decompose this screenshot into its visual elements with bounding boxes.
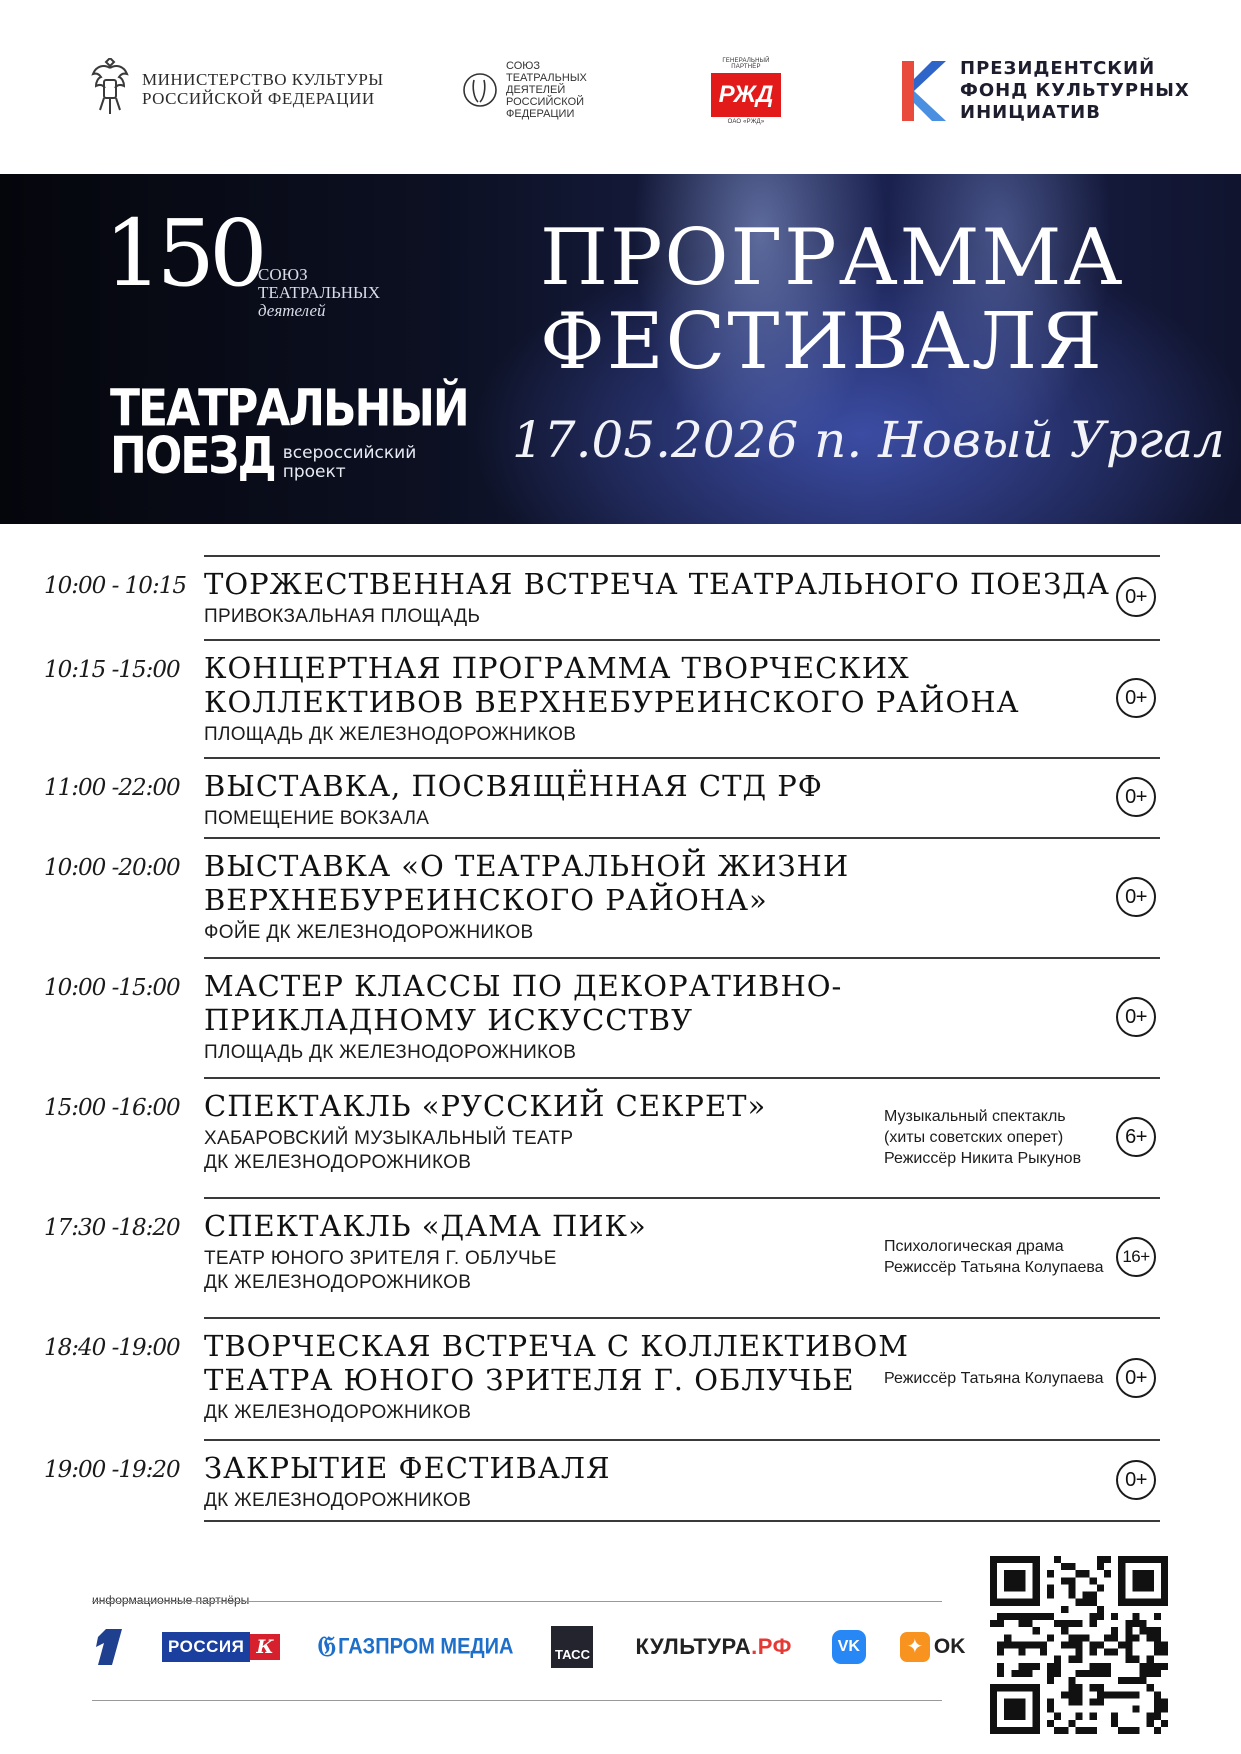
std-line: РОССИЙСКОЙ: [506, 96, 585, 108]
event-time: 17:30 -18:20: [44, 1215, 180, 1241]
schedule-row: [0, 1077, 1241, 1197]
age-rating-badge: 0+: [1116, 877, 1156, 917]
event-title: ЗАКРЫТИЕ ФЕСТИВАЛЯ: [204, 1451, 611, 1485]
rossia-k-mark: К: [250, 1634, 279, 1660]
train-subtitle-line: проект: [282, 462, 346, 482]
qr-code-icon[interactable]: [990, 1556, 1168, 1734]
festival-title-line2: ФЕСТИВАЛЯ: [540, 297, 1104, 387]
event-venue: ТЕАТР ЮНОГО ЗРИТЕЛЯ Г. ОБЛУЧЬЕ: [204, 1248, 557, 1269]
ok-text: OK: [933, 1635, 966, 1658]
event-venue: ДК ЖЕЛЕЗНОДОРОЖНИКОВ: [204, 1272, 472, 1293]
kultura-text: КУЛЬТУРА: [635, 1634, 752, 1659]
anniversary-line: СОЮЗ: [258, 265, 308, 284]
media-partners: [92, 1625, 965, 1669]
event-venue: ХАБАРОВСКИЙ МУЗЫКАЛЬНЫЙ ТЕАТР: [204, 1128, 574, 1149]
schedule-row: [0, 1317, 1241, 1439]
train-subtitle-line: всероссийский: [282, 443, 417, 463]
std-line: ФЕДЕРАЦИИ: [506, 108, 575, 120]
pfki-text: [960, 58, 1190, 124]
presidential-fund-logo: [902, 58, 1190, 124]
event-title: ВЫСТАВКА «О ТЕАТРАЛЬНОЙ ЖИЗНИ: [204, 849, 850, 883]
std-line: СОЮЗ: [506, 60, 541, 72]
event-title: МАСТЕР КЛАССЫ ПО ДЕКОРАТИВНО-: [204, 969, 843, 1003]
anniversary-script: деятелей: [258, 301, 326, 320]
gazprom-flame-icon: 𝔊: [317, 1629, 337, 1663]
festival-banner: [0, 174, 1241, 524]
schedule-row: [0, 639, 1241, 757]
event-time: 11:00 -22:00: [44, 775, 180, 801]
event-title: ВЕРХНЕБУРЕИНСКОГО РАЙОНА»: [204, 883, 768, 917]
age-rating-badge: 0+: [1116, 997, 1156, 1037]
rzd-logo: [710, 58, 782, 125]
event-time: 10:00 -20:00: [44, 855, 180, 881]
vk-logo-icon: VK: [832, 1630, 866, 1664]
std-line: ДЕЯТЕЛЕЙ: [506, 84, 566, 96]
event-title: ТЕАТРА ЮНОГО ЗРИТЕЛЯ Г. ОБЛУЧЬЕ: [204, 1363, 855, 1397]
event-title: СПЕКТАКЛЬ «РУССКИЙ СЕКРЕТ»: [204, 1089, 767, 1123]
std-line: ТЕАТРАЛЬНЫХ: [506, 72, 587, 84]
event-venue: ПЛОЩАДЬ ДК ЖЕЛЕЗНОДОРОЖНИКОВ: [204, 1042, 577, 1063]
event-note: Психологическая драма: [884, 1238, 1064, 1255]
rzd-caption-top: ГЕНЕРАЛЬНЫЙ ПАРТНЁР: [722, 58, 770, 70]
double-headed-eagle-icon: [90, 58, 130, 120]
ministry-of-culture-logo: [90, 58, 384, 120]
schedule-row: [0, 1197, 1241, 1317]
event-venue: ПРИВОКЗАЛЬНАЯ ПЛОЩАДЬ: [204, 606, 481, 627]
age-rating-badge: 16+: [1116, 1237, 1156, 1277]
age-rating-badge: 0+: [1116, 577, 1156, 617]
pfki-line: ФОНД КУЛЬТУРНЫХ: [960, 80, 1190, 101]
event-venue: ПЛОЩАДЬ ДК ЖЕЛЕЗНОДОРОЖНИКОВ: [204, 724, 577, 745]
partners-label: информационные партнёры: [92, 1593, 250, 1607]
ministry-of-culture-text: [142, 70, 384, 108]
age-rating-badge: 0+: [1116, 777, 1156, 817]
rossia-mark: РОССИЯ: [162, 1632, 250, 1662]
schedule-row: [0, 1439, 1241, 1520]
anniversary-number: 150: [104, 200, 262, 307]
event-time: 10:15 -15:00: [44, 657, 180, 683]
age-rating-badge: 6+: [1116, 1117, 1156, 1157]
anniversary-line: ТЕАТРАЛЬНЫХ: [258, 283, 381, 302]
event-title: ТОРЖЕСТВЕННАЯ ВСТРЕЧА ТЕАТРАЛЬНОГО ПОЕЗДА: [204, 567, 1110, 601]
gazprom-text: ГАЗПРОМ МЕДИА: [338, 1634, 514, 1659]
event-note: Режиссёр Никита Рыкунов: [884, 1149, 1082, 1167]
event-note: (хиты советских оперет): [884, 1128, 1064, 1146]
train-subtitle: [283, 444, 417, 482]
event-title: КОНЦЕРТНАЯ ПРОГРАММА ТВОРЧЕСКИХ: [204, 651, 910, 685]
event-venue: ФОЙЕ ДК ЖЕЛЕЗНОДОРОЖНИКОВ: [204, 922, 534, 943]
event-venue: ПОМЕЩЕНИЕ ВОКЗАЛА: [204, 808, 430, 829]
event-venue: ДК ЖЕЛЕЗНОДОРОЖНИКОВ: [204, 1152, 472, 1173]
channel-one-logo-icon: [92, 1627, 126, 1667]
age-rating-badge: 0+: [1116, 1460, 1156, 1500]
kultura-rf-logo: [635, 1634, 791, 1660]
event-time: 10:00 - 10:15: [44, 573, 186, 599]
kultura-rf-suffix: .РФ: [751, 1634, 792, 1659]
schedule-row: [0, 757, 1241, 837]
std-logo-text: [506, 60, 587, 120]
schedule-row: [0, 837, 1241, 957]
age-rating-badge: 0+: [1116, 1358, 1156, 1398]
event-title: ПРИКЛАДНОМУ ИСКУССТВУ: [204, 1003, 694, 1037]
event-note: Режиссёр Татьяна Колупаева: [884, 1259, 1104, 1276]
ministry-line: МИНИСТЕРСТВО КУЛЬТУРЫ: [142, 70, 384, 89]
pfki-k-icon: [902, 61, 948, 121]
std-logo: [462, 60, 587, 120]
event-time: 10:00 -15:00: [44, 975, 180, 1001]
festival-title-line1: ПРОГРАММА: [540, 213, 1125, 303]
event-note: Музыкальный спектакль: [884, 1107, 1066, 1125]
event-time: 19:00 -19:20: [44, 1457, 180, 1483]
event-title: СПЕКТАКЛЬ «ДАМА ПИК»: [204, 1209, 647, 1243]
train-title-line2: ПОЕЗД: [110, 426, 275, 486]
event-time: 15:00 -16:00: [44, 1095, 180, 1121]
footer-divider: [92, 1601, 942, 1602]
train-title-line1: ТЕАТРАЛЬНЫЙ: [110, 379, 468, 439]
tass-logo: ТАСС: [551, 1626, 593, 1668]
event-time: 18:40 -19:00: [44, 1335, 180, 1361]
ministry-line: РОССИЙСКОЙ ФЕДЕРАЦИИ: [142, 89, 375, 108]
festival-date-place: 17.05.2026 п. Новый Ургал: [512, 411, 1225, 469]
theatre-train-logo: [110, 379, 468, 486]
event-note: Режиссёр Татьяна Колупаева: [884, 1369, 1104, 1387]
event-title: КОЛЛЕКТИВОВ ВЕРХНЕБУРЕИНСКОГО РАЙОНА: [204, 685, 1020, 719]
std-mask-icon: [462, 72, 498, 108]
pfki-line: ПРЕЗИДЕНТСКИЙ: [960, 58, 1156, 79]
ok-logo: [900, 1632, 966, 1662]
ok-figure-icon: ✦: [900, 1632, 930, 1662]
partner-logos-header: [0, 0, 1241, 175]
gazprom-media-logo: [318, 1629, 514, 1664]
event-title: ТВОРЧЕСКАЯ ВСТРЕЧА С КОЛЛЕКТИВОМ: [204, 1329, 909, 1363]
pfki-line: ИНИЦИАТИВ: [960, 102, 1101, 123]
event-title: ВЫСТАВКА, ПОСВЯЩЁННАЯ СТД РФ: [204, 769, 823, 803]
rzd-caption-bottom: ОАО «РЖД»: [727, 119, 765, 125]
footer-divider: [92, 1700, 942, 1701]
schedule-row: [0, 555, 1241, 639]
schedule-divider: [204, 1520, 1160, 1522]
anniversary-caption: [258, 266, 380, 320]
event-venue: ДК ЖЕЛЕЗНОДОРОЖНИКОВ: [204, 1490, 472, 1511]
rzd-mark: РЖД: [711, 73, 781, 117]
age-rating-badge: 0+: [1116, 678, 1156, 718]
rossia-k-logo: [162, 1632, 280, 1662]
event-venue: ДК ЖЕЛЕЗНОДОРОЖНИКОВ: [204, 1402, 472, 1423]
schedule-row: [0, 957, 1241, 1077]
